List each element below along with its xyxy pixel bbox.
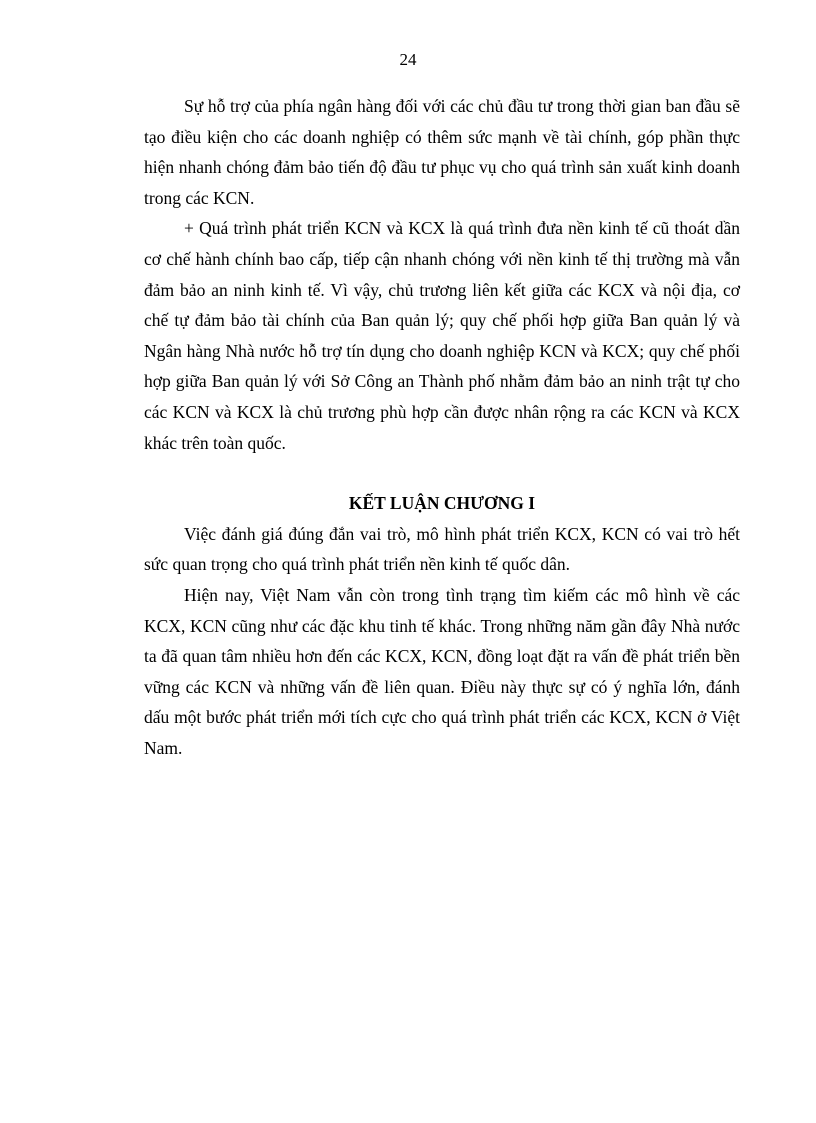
paragraph-conclusion-role: Việc đánh giá đúng đắn vai trò, mô hình phát triển KCX, KCN có vai trò hết sức quan trọng cho quá trình phát triển nền kinh tế quốc dân. [144,523,740,575]
conclusion-heading: KẾT LUẬN CHƯƠNG I [348,493,536,514]
paragraph-bank-support: Sự hỗ trợ của phía ngân hàng đối với các chủ đầu tư trong thời gian ban đầu sẽ tạo điều kiện cho các doanh nghiệp có thêm sức mạnh về tài chính, góp phần thực hiện nhanh chóng đảm bảo tiến độ đầu tư phục vụ cho quá trình sản xuất kinh doanh trong các KCN. [144,96,740,208]
document-body [144,91,740,763]
page-number: 24 [399,50,417,69]
paragraph-development-process: + Quá trình phát triển KCN và KCX là quá trình đưa nền kinh tế cũ thoát dần cơ chế hành chính bao cấp, tiếp cận nhanh chóng với nền kinh tế thị trường mà vẫn đảm bảo an ninh kinh tế. Vì vậy, chủ trương liên kết giữa các KCX và nội địa, cơ chế tự đảm bảo tài chính của Ban quản lý; quy chế phối hợp giữa Ban quản lý và Ngân hàng Nhà nước hỗ trợ tín dụng cho doanh nghiệp KCN và KCX; quy chế phối hợp giữa Ban quản lý với Sở Công an Thành phố nhằm đảm bảo an ninh trật tự cho các KCN và KCX là chủ trương phù hợp cần được nhân rộng ra các KCN và KCX khác trên toàn quốc. [144,218,740,453]
paragraph-conclusion-vietnam: Hiện nay, Việt Nam vẫn còn trong tình trạng tìm kiếm các mô hình về các KCX, KCN cũng như các đặc khu tinh tế khác. Trong những năm gần đây Nhà nước ta đã quan tâm nhiều hơn đến các KCX, KCN, đồng loạt đặt ra vấn đề phát triển bền vững các KCN và những vấn đề liên quan. Điều này thực sự có ý nghĩa lớn, đánh dấu một bước phát triển mới tích cực cho quá trình phát triển các KCX, KCN ở Việt Nam. [144,584,740,758]
